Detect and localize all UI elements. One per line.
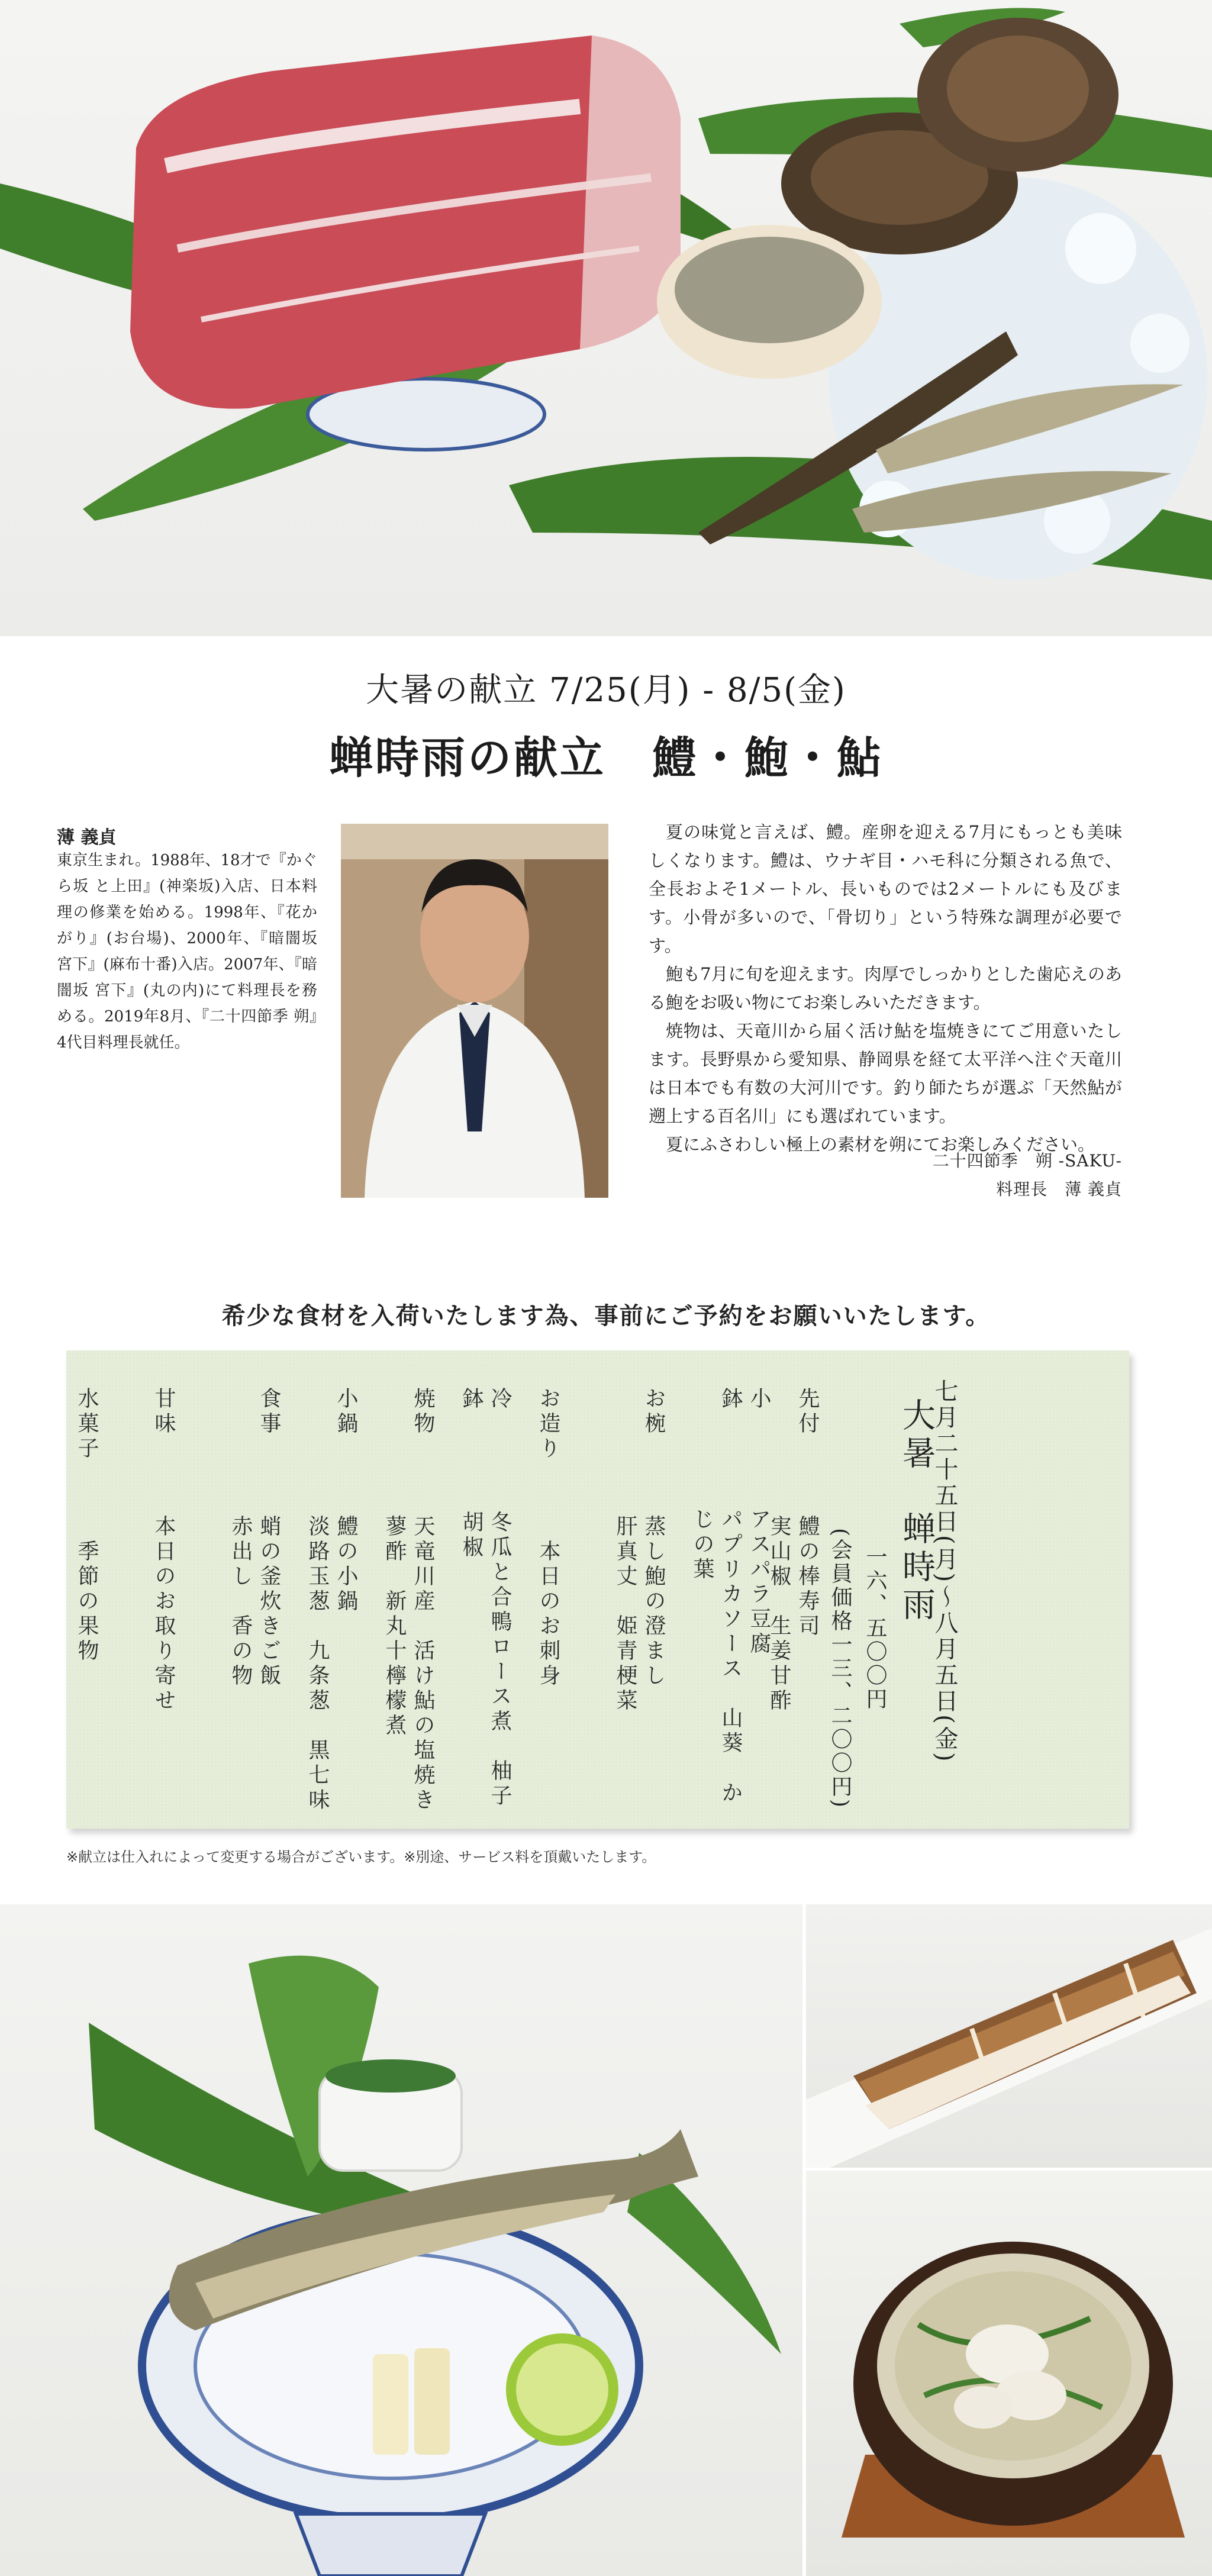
hamo-sushi-photo <box>806 1904 1212 2168</box>
menu-course-category: 先付 <box>795 1387 820 1437</box>
chef-portrait-photo <box>341 824 608 1198</box>
menu-member-price-col <box>825 1528 855 1810</box>
menu-course-item: 淡路玉葱 九条葱 黒七味 <box>305 1515 330 1813</box>
menu-course <box>380 1387 437 1813</box>
menu-course <box>72 1387 101 1664</box>
menu-course-category: 小鉢 <box>718 1387 771 1412</box>
menu-course-item: 蓼酢 新丸十檸檬煮 <box>382 1515 407 1739</box>
menu-course-item: 実山椒 生姜甘酢 <box>767 1515 791 1714</box>
menu-course-category: お造り <box>536 1387 560 1462</box>
menu-course-item: 季節の果物 <box>75 1540 99 1664</box>
hamo-pot-photo <box>806 2171 1212 2576</box>
menu-course <box>688 1387 773 1829</box>
menu-course-category: 小鍋 <box>334 1387 358 1437</box>
menu-price: 一六、五〇〇円 <box>863 1546 887 1711</box>
menu-course-item: アスパラ豆腐 <box>747 1508 771 1658</box>
menu-member-price: (会員価格一三、二〇〇円) <box>828 1528 852 1810</box>
menu-course <box>765 1387 821 1714</box>
menu-course-item: 鱧の小鍋 <box>334 1515 358 1614</box>
menu-name: 大暑 蝉時雨 <box>897 1398 936 1625</box>
menu-course-category: 食事 <box>257 1387 281 1437</box>
grilled-ayu-photo <box>0 1904 802 2576</box>
menu-course-item: 本日のお刺身 <box>536 1540 560 1689</box>
menu-course-item: 冬瓜と合鴨ロース煮 柚子胡椒 <box>459 1510 512 1809</box>
menu-course-item: 肝真丈 姫青梗菜 <box>613 1515 637 1714</box>
intro-paragraph: 夏にふさわしい極上の素材を朔にてお楽しみください。 <box>666 1134 1095 1155</box>
menu-course-item: 蒸し鮑の澄まし <box>642 1515 666 1689</box>
date-heading: 大暑の献立 7/25(月) - 8/5(金) <box>366 671 846 710</box>
menu-course-category: 冷鉢 <box>459 1387 512 1412</box>
chef-bio: 東京生まれ。1988年、18才で『かぐら坂 と上田』(神楽坂)入店、日本料理の修業を始める。1998年、『花かがり』(お台場)、2000年、『暗闇坂 宮下』(麻布十番)入店。2007年、『暗闇坂 宮下』(丸の内)にて料理長を務める。2019年8月、『二十四節季 朔』4代目料理長就任。 <box>57 852 333 1052</box>
menu-course <box>303 1387 360 1813</box>
footnote: ※献立は仕入れによって変更する場合がございます。※別途、サービス料を頂戴いたします。 <box>66 1849 656 1865</box>
menu-card <box>66 1350 1129 1829</box>
menu-course <box>149 1387 178 1714</box>
intro-paragraph: 焼物は、天竜川から届く活け鮎を塩焼きにてご用意いたします。長野県から愛知県、静岡県を経て太平洋へ注ぐ天竜川は日本でも有数の大河川です。釣り師たちが選ぶ「天然鮎が遡上する百名川」にも選ばれています。 <box>649 1021 1122 1126</box>
menu-course-item: 蛸の釜炊きご飯 <box>257 1515 281 1689</box>
menu-course-item: 赤出し 香の物 <box>228 1515 253 1689</box>
reservation-notice: 希少な食材を入荷いたします為、事前にご予約をお願いいたします。 <box>221 1302 991 1330</box>
menu-course <box>226 1387 283 1689</box>
menu-course-item: 本日のお取り寄せ <box>152 1515 176 1714</box>
menu-price-col <box>859 1546 890 1711</box>
hero-ingredients-photo <box>0 0 1212 636</box>
intro-paragraph: 夏の味覚と言えば、鱧。産卵を迎える7月にもっとも美味しくなります。鱧は、ウナギ目・ハモ科に分類される魚で、全長およそ1メートル、長いものでは2メートルにも及びます。小骨が多いので、「骨切り」という特殊な調理が必要です。 <box>649 822 1122 956</box>
menu-course-item: パプリカソース 山葵 かじの葉 <box>690 1508 743 1807</box>
intro-paragraph: 鮑も7月に旬を迎えます。肉厚でしっかりとした歯応えのある鮑をお吸い物にてお楽しみいただきます。 <box>649 964 1122 1013</box>
main-title: 蝉時雨の献立 鱧・鮑・鮎 <box>329 733 883 784</box>
menu-course-category: お椀 <box>642 1387 666 1437</box>
menu-course-item: 鱧の棒寿司 <box>795 1515 820 1639</box>
menu-course-category: 水菓子 <box>75 1387 99 1462</box>
menu-course <box>611 1387 668 1714</box>
menu-course-category: 甘味 <box>152 1387 176 1437</box>
menu-course-item: 天竜川産 活け鮎の塩焼き <box>411 1515 435 1813</box>
menu-course <box>457 1387 514 1829</box>
signature-chef: 料理長 薄 義貞 <box>996 1179 1122 1199</box>
menu-course <box>534 1387 562 1689</box>
menu-name-col <box>895 1398 937 1625</box>
menu-course-category: 焼物 <box>411 1387 435 1437</box>
signature-restaurant: 二十四節季 朔 -SAKU- <box>932 1151 1122 1171</box>
chef-name: 薄 義貞 <box>57 827 117 848</box>
menu-dates: 七月二十五日(月)〜八月五日(金) <box>931 1379 958 1764</box>
intro-text <box>649 818 1122 1159</box>
